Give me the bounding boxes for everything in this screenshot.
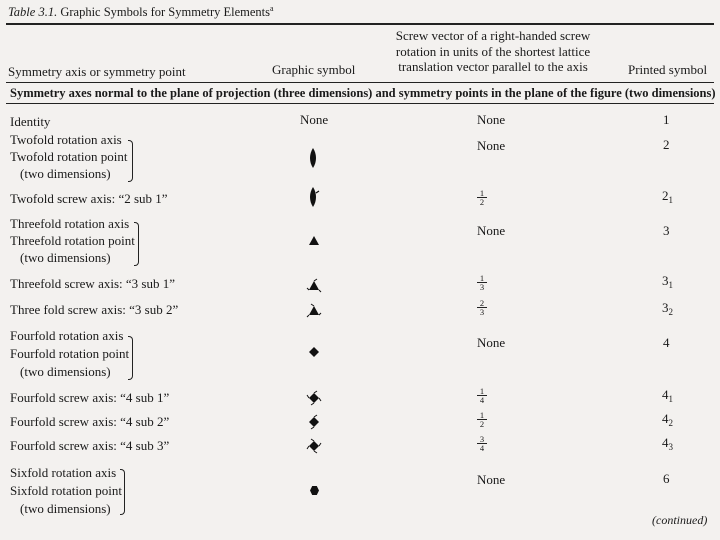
printed-base: 4: [662, 435, 669, 450]
row-fourfold-screw: None: [477, 335, 506, 350]
fraction-denominator: 4: [479, 443, 485, 453]
fraction-numerator: 1: [477, 387, 487, 396]
header-rule: [6, 82, 714, 83]
fraction-denominator: 2: [479, 419, 485, 429]
top-rule: [6, 23, 714, 25]
fraction-denominator: 3: [479, 282, 485, 292]
row-twofold-screw-printed: [662, 187, 673, 206]
row-fourfold-screw3-fraction: [477, 435, 487, 452]
row-sixfold-point-name: Sixfold rotation point: [10, 483, 122, 498]
twofold-screw-lens-hook-icon: [308, 187, 320, 207]
printed-sub: 1: [668, 195, 673, 205]
fraction-denominator: 2: [479, 197, 485, 207]
brace-twofold: [128, 140, 133, 182]
fourfold-screw2-diamond-hooks-icon: [307, 415, 321, 429]
brace-fourfold: [128, 336, 133, 380]
row-fourfold-point-name: Fourfold rotation point: [10, 346, 130, 361]
header-col-axis: Symmetry axis or symmetry point: [8, 64, 186, 79]
row-fourfold-axis-name: Fourfold rotation axis: [10, 328, 124, 343]
threefold-screw2-triangle-hooks-left-icon: [307, 304, 321, 316]
row-twofold-axis-name: Twofold rotation axis: [10, 132, 122, 147]
printed-sub: 2: [668, 307, 673, 317]
header-col-printed: Printed symbol: [628, 62, 708, 77]
row-twofold-screw-fraction: [477, 189, 487, 206]
threefold-triangle-icon: [309, 236, 319, 245]
header-col-screw: [388, 28, 598, 75]
row-fourfold-printed: 4: [663, 335, 670, 350]
row-twofold-screw-name: Twofold screw axis: “2 sub 1”: [10, 191, 168, 206]
row-sixfold-screw: None: [477, 472, 506, 487]
header-screw-line-3: translation vector parallel to the axis: [398, 59, 588, 74]
fourfold-screw3-diamond-hooks-left-icon: [307, 439, 321, 453]
row-threefold-screw1-printed: [662, 272, 673, 291]
printed-sub: 1: [668, 394, 673, 404]
row-sixfold-printed: 6: [663, 471, 670, 486]
printed-sub: 3: [668, 442, 673, 452]
row-twofold-point-name: Twofold rotation point: [10, 149, 128, 164]
row-identity-graphic: None: [300, 112, 329, 127]
fraction-numerator: 1: [477, 189, 487, 198]
row-threefold-point-name: Threefold rotation point: [10, 233, 135, 248]
row-identity-name: Identity: [10, 114, 51, 129]
row-threefold-axis-name: Threefold rotation axis: [10, 216, 130, 231]
fraction-numerator: 1: [477, 411, 487, 420]
row-threefold-screw2-fraction: [477, 299, 487, 316]
fraction-denominator: 4: [479, 395, 485, 405]
row-fourfold-screw2-fraction: [477, 411, 487, 428]
fourfold-diamond-icon: [309, 347, 319, 357]
sixfold-hexagon-icon: [310, 486, 319, 495]
fraction-denominator: 3: [479, 307, 485, 317]
row-threefold-screw2-printed: [662, 299, 673, 318]
caption-footnote-mark: a: [270, 4, 274, 13]
row-sixfold-point-cont: (two dimensions): [20, 501, 111, 516]
fraction-numerator: 2: [477, 299, 487, 308]
brace-threefold: [134, 222, 139, 266]
row-sixfold-axis-name: Sixfold rotation axis: [10, 465, 117, 480]
brace-sixfold: [120, 469, 125, 515]
twofold-lens-icon: [308, 148, 318, 168]
row-threefold-screw1-fraction: [477, 274, 487, 291]
fraction-numerator: 1: [477, 274, 487, 283]
row-twofold-printed: 2: [663, 137, 670, 152]
row-fourfold-screw2-printed: [662, 410, 673, 429]
row-twofold-point-cont: (two dimensions): [20, 166, 111, 181]
row-fourfold-screw3-name: Fourfold screw axis: “4 sub 3”: [10, 438, 170, 453]
header-screw-line-1: Screw vector of a right-handed screw: [395, 28, 591, 43]
printed-base: 2: [662, 188, 669, 203]
row-threefold-screw: None: [477, 223, 506, 238]
row-identity-screw: None: [477, 112, 506, 127]
printed-sub: 1: [668, 280, 673, 290]
row-threefold-point-cont: (two dimensions): [20, 250, 111, 265]
row-fourfold-screw1-fraction: [477, 387, 487, 404]
continued-note: (continued): [652, 513, 708, 527]
fourfold-screw1-diamond-hooks-icon: [307, 391, 321, 405]
row-fourfold-point-cont: (two dimensions): [20, 364, 111, 379]
printed-sub: 2: [668, 418, 673, 428]
row-identity-printed: 1: [663, 112, 670, 127]
row-threefold-screw2-name: Three fold screw axis: “3 sub 2”: [10, 302, 179, 317]
header-screw-line-2: rotation in units of the shortest lattice: [395, 43, 591, 59]
printed-base: 3: [662, 273, 669, 288]
printed-base: 4: [662, 411, 669, 426]
row-fourfold-screw1-name: Fourfold screw axis: “4 sub 1”: [10, 390, 170, 405]
fraction-numerator: 3: [477, 435, 487, 444]
row-twofold-screw: None: [477, 138, 506, 153]
threefold-screw1-triangle-hooks-icon: [307, 279, 321, 291]
caption-title: Graphic Symbols for Symmetry Elements: [60, 5, 271, 20]
row-threefold-printed: 3: [663, 223, 670, 238]
header-col-graphic: Graphic symbol: [272, 62, 356, 77]
section-rule: [6, 103, 714, 104]
printed-base: 3: [662, 300, 669, 315]
row-fourfold-screw3-printed: [662, 434, 673, 453]
caption-label: Table 3.1.: [8, 5, 58, 20]
printed-base: 4: [662, 387, 669, 402]
row-fourfold-screw2-name: Fourfold screw axis: “4 sub 2”: [10, 414, 170, 429]
section-title: Symmetry axes normal to the plane of projection (three dimensions) and symmetry points in the plane of the figure (two dimensions): [10, 86, 716, 100]
row-threefold-screw1-name: Threefold screw axis: “3 sub 1”: [10, 276, 175, 291]
row-fourfold-screw1-printed: [662, 386, 673, 405]
table-caption: [8, 4, 274, 20]
